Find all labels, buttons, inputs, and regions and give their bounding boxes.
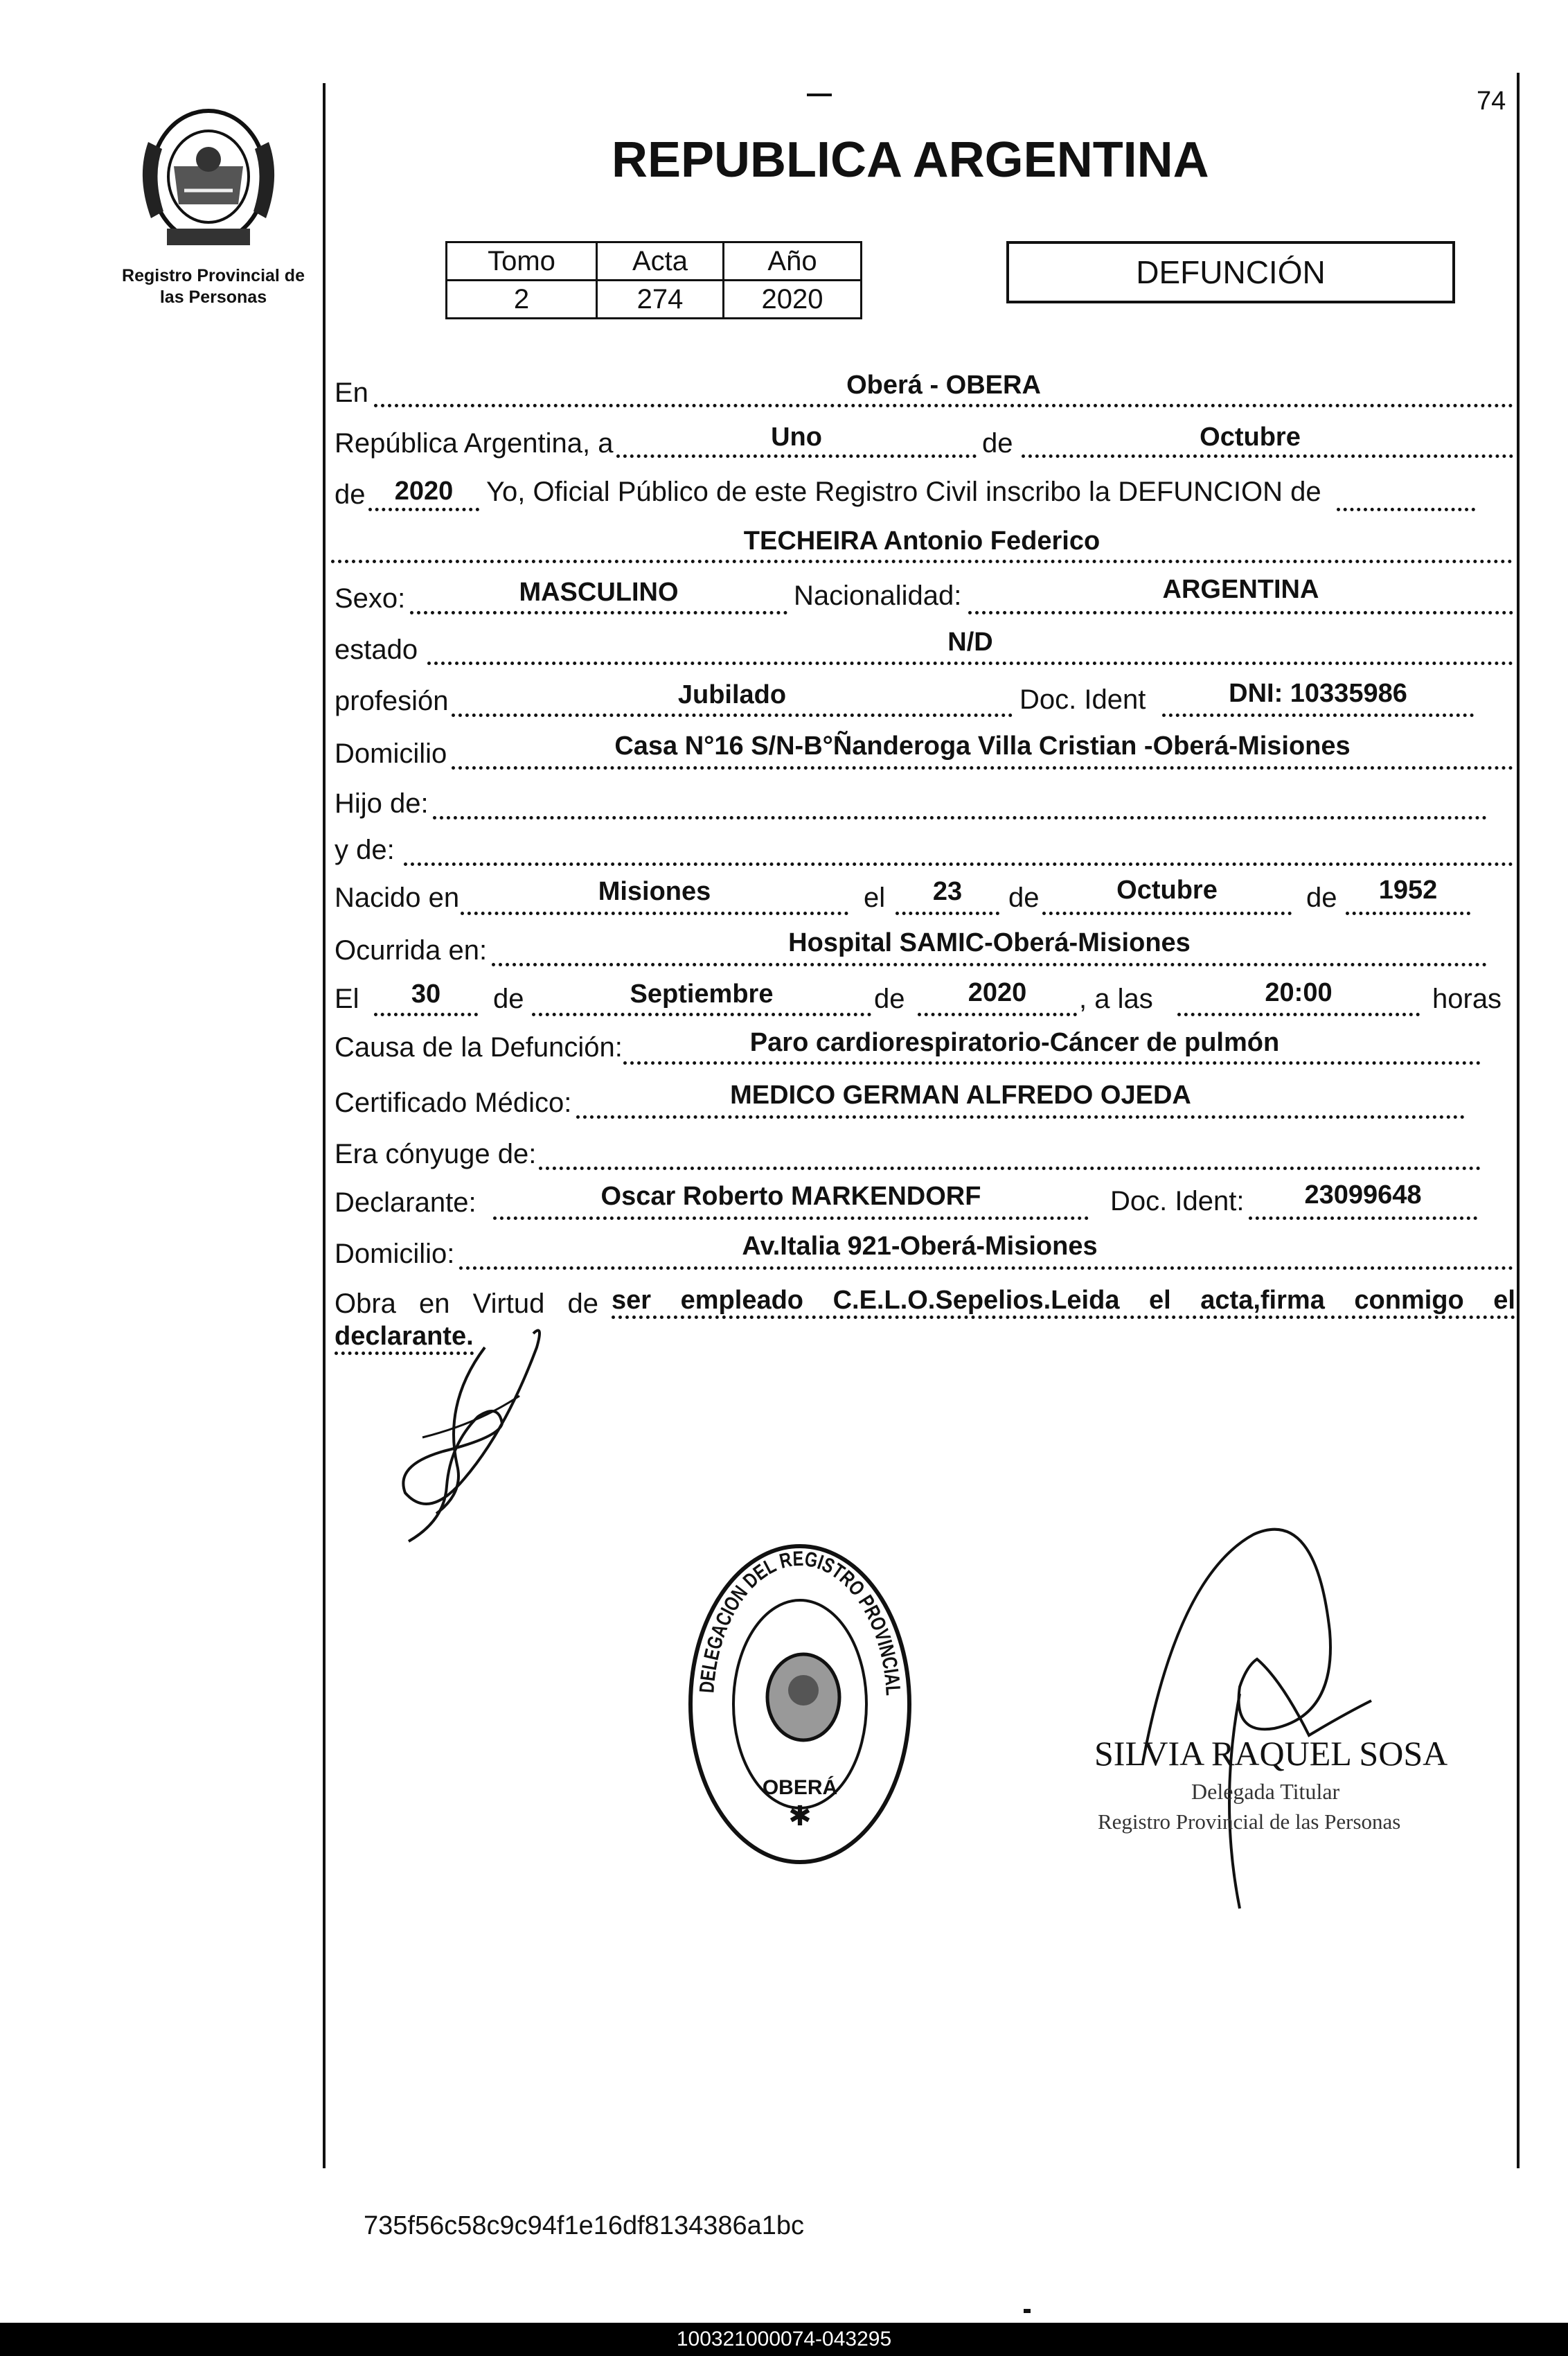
day-value: Uno: [771, 423, 822, 452]
causa-dots: [623, 1061, 1481, 1065]
nacido-day: 23: [932, 877, 963, 906]
nacido-dots: [461, 912, 848, 915]
register-table: [445, 241, 862, 319]
estado-dots: [427, 662, 1513, 665]
domicilio2-value: Av.Italia 921-Oberá-Misiones: [742, 1232, 1098, 1261]
scan-mark: [807, 94, 832, 96]
yo-text: Yo, Oficial Público de este Registro Civil inscribo la DEFUNCION de: [486, 477, 1321, 507]
document-type-box: [1006, 241, 1455, 303]
doc-value: DNI: 10335986: [1229, 679, 1407, 708]
death-year-dots: [918, 1013, 1077, 1016]
doc2-dots: [1249, 1216, 1477, 1220]
nacido-month: Octubre: [1116, 876, 1218, 905]
death-time-dots: [1177, 1013, 1420, 1016]
barcode-bar: [0, 2323, 1568, 2356]
star-icon: ✱: [788, 1801, 812, 1832]
el2-label: El: [335, 984, 359, 1014]
left-margin-line: [323, 83, 326, 2168]
en-value: Oberá - OBERA: [846, 371, 1041, 400]
de3-label: de: [1008, 883, 1040, 913]
horas-label: horas: [1432, 984, 1502, 1014]
doc-label: Doc. Ident: [1019, 684, 1146, 715]
de4-label: de: [1306, 883, 1337, 913]
month-dots: [1022, 454, 1513, 458]
nacido-year-dots: [1346, 912, 1470, 915]
document-hash: 735f56c58c9c94f1e16df8134386a1bc: [364, 2211, 805, 2240]
deceased-name: TECHEIRA Antonio Federico: [743, 526, 1101, 556]
day-dots: [616, 454, 977, 458]
scan-mark-2: [1024, 2309, 1031, 2313]
month-value: Octubre: [1200, 423, 1301, 452]
conyuge-label: Era cónyuge de:: [335, 1139, 537, 1169]
stamp-ring-text: DELEGACION DEL REGISTRO PROVINCIAL: [695, 1547, 905, 1699]
obra-label: Obra en Virtud de: [335, 1288, 599, 1319]
year-value: 2020: [394, 477, 454, 506]
nacido-day-dots: [896, 912, 999, 915]
year-dots: [368, 508, 479, 511]
table-value-ano: 2020: [724, 281, 862, 319]
nacionalidad-value: ARGENTINA: [1162, 575, 1319, 604]
el1-label: el: [864, 883, 886, 913]
profesion-label: profesión: [335, 686, 449, 716]
domicilio2-label: Domicilio:: [335, 1239, 455, 1269]
sexo-value: MASCULINO: [519, 578, 679, 607]
death-month-dots: [532, 1013, 871, 1016]
ocurrida-label: Ocurrida en:: [335, 935, 488, 966]
death-time: 20:00: [1265, 978, 1333, 1007]
causa-value: Paro cardiorespiratorio-Cáncer de pulmón: [749, 1028, 1280, 1057]
page-number: 74: [1477, 87, 1506, 116]
hijo-label: Hijo de:: [335, 788, 429, 819]
official-stamp: [686, 1541, 914, 1867]
official-role: Delegada Titular: [1191, 1779, 1340, 1804]
death-day-dots: [374, 1013, 478, 1016]
profesion-value: Jubilado: [677, 680, 787, 709]
official-office: Registro Provincial de las Personas: [1098, 1809, 1401, 1834]
domicilio2-dots: [459, 1266, 1513, 1270]
doc2-label: Doc. Ident:: [1110, 1186, 1245, 1216]
name-dots: [331, 560, 1513, 563]
nacido-label: Nacido en: [335, 883, 460, 913]
table-value-tomo: 2: [447, 281, 597, 319]
en-dots: [374, 404, 1513, 407]
yde-label: y de:: [335, 835, 395, 865]
logo-caption-1: Registro Provincial de: [122, 266, 305, 285]
hijo-dots: [433, 816, 1487, 820]
declarant-signature: [381, 1320, 554, 1548]
doc2-value: 23099648: [1304, 1180, 1422, 1210]
stamp-city: OBERÁ: [762, 1776, 838, 1799]
sexo-label: Sexo:: [335, 583, 406, 614]
estado-value: N/D: [947, 628, 993, 657]
death-day: 30: [411, 980, 441, 1009]
certificado-label: Certificado Médico:: [335, 1088, 572, 1118]
nacido-year: 1952: [1378, 876, 1438, 905]
ocurrida-dots: [492, 963, 1487, 966]
declarante-label: Declarante:: [335, 1187, 476, 1218]
official-name: SILVIA RAQUEL SOSA: [1094, 1734, 1448, 1773]
obra-value-2: declarante.: [335, 1322, 474, 1355]
domicilio-value: Casa N°16 S/N-B°Ñanderoga Villa Cristian -Oberá-Misiones: [614, 732, 1351, 761]
table-value-acta: 274: [597, 281, 724, 319]
de5-label: de: [493, 984, 524, 1014]
certificado-dots: [576, 1115, 1465, 1119]
certificado-value: MEDICO GERMAN ALFREDO OJEDA: [730, 1081, 1191, 1110]
de6-label: de: [874, 984, 905, 1014]
profesion-dots: [452, 714, 1013, 717]
domicilio-label: Domicilio: [335, 738, 447, 769]
de1-label: de: [982, 428, 1013, 459]
logo-caption-2: las Personas: [159, 287, 267, 307]
republica-label: República Argentina, a: [335, 428, 614, 459]
domicilio-dots: [452, 766, 1513, 770]
death-year: 2020: [968, 978, 1027, 1007]
official-signature: [1136, 1514, 1496, 1915]
right-margin-line: [1517, 73, 1520, 2168]
alas-label: , a las: [1079, 984, 1153, 1014]
de2-label: de: [335, 479, 366, 510]
declarante-dots: [493, 1216, 1089, 1220]
sexo-dots: [410, 611, 787, 614]
table-header-tomo: Tomo: [447, 242, 597, 281]
yo-dots: [1337, 508, 1475, 511]
estado-label: estado: [335, 635, 418, 665]
nacionalidad-dots: [968, 611, 1513, 614]
en-label: En: [335, 378, 368, 408]
ocurrida-value: Hospital SAMIC-Oberá-Misiones: [788, 928, 1191, 957]
conyuge-dots: [539, 1167, 1481, 1170]
table-header-acta: Acta: [597, 242, 724, 281]
yde-dots: [404, 862, 1513, 866]
province-emblem: [136, 100, 281, 249]
doc-dots: [1162, 714, 1474, 717]
nacionalidad-label: Nacionalidad:: [794, 581, 962, 611]
causa-label: Causa de la Defunción:: [335, 1032, 623, 1063]
death-month: Septiembre: [630, 980, 774, 1009]
obra-value: ser empleado C.E.L.O.Sepelios.Leida el acta,firma conmigo el: [612, 1286, 1515, 1319]
document-type: DEFUNCIÓN: [1136, 254, 1326, 290]
declarante-value: Oscar Roberto MARKENDORF: [600, 1182, 981, 1211]
nacido-month-dots: [1042, 912, 1292, 915]
barcode-text: 100321000074-043295: [676, 2328, 892, 2350]
page-title: REPUBLICA ARGENTINA: [612, 132, 1209, 188]
table-header-ano: Año: [724, 242, 862, 281]
nacido-value: Misiones: [598, 877, 711, 906]
